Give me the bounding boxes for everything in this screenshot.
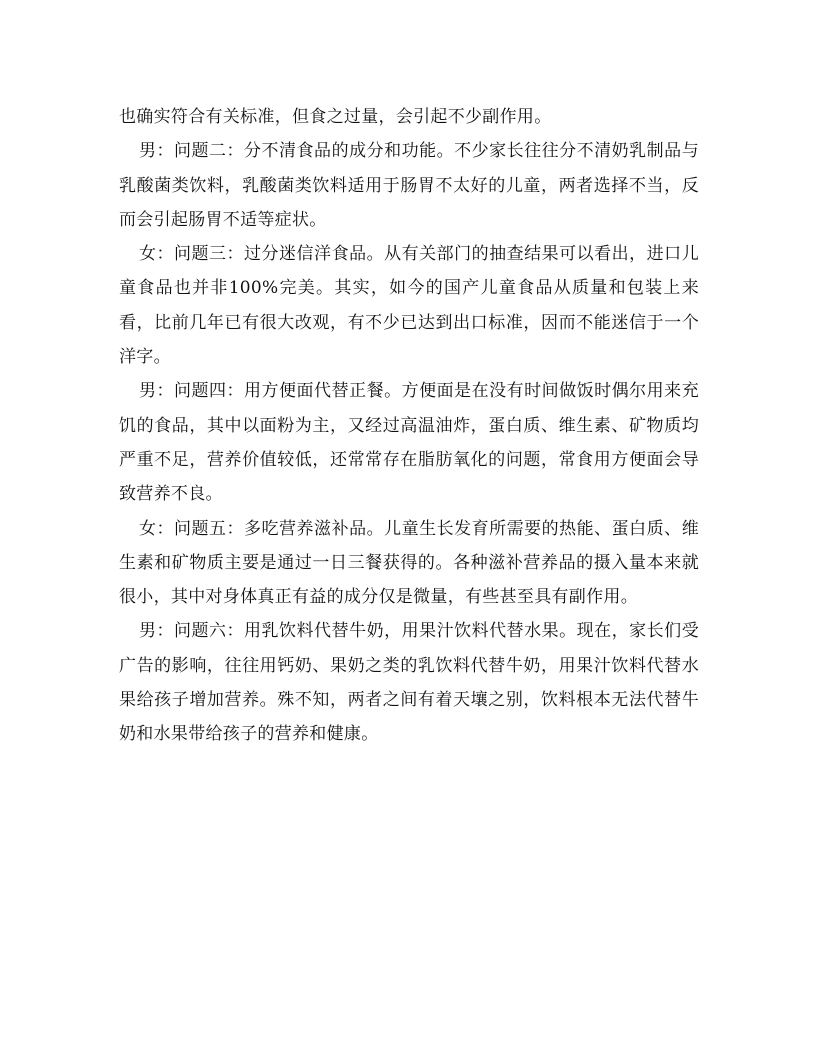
document-body: [119, 100, 699, 752]
paragraph-problem-5: 女：问题五：多吃营养滋补品。儿童生长发育所需要的热能、蛋白质、维生素和矿物质主要是通过一日三餐获得的。各种滋补营养品的摄入量本来就很小，其中对身体真正有益的成分仅是微量，有些甚至具有副作用。: [119, 518, 699, 608]
paragraph-problem-2: 男：问题二：分不清食品的成分和功能。不少家长往往分不清奶乳制品与乳酸菌类饮料，乳酸菌类饮料适用于肠胃不太好的儿童，两者选择不当，反而会引起肠胃不适等症状。: [119, 141, 699, 230]
paragraph-problem-3: 女：问题三：过分迷信洋食品。从有关部门的抽查结果可以看出，进口儿童食品也并非100%完美。其实，如今的国产儿童食品从质量和包装上来看，比前几年已有很大改观，有不少已达到出口标准，因而不能迷信于一个洋字。: [119, 244, 699, 368]
paragraph-continuation: 也确实符合有关标准，但食之过量，会引起不少副作用。: [119, 107, 552, 127]
paragraph-problem-6: 男：问题六：用乳饮料代替牛奶，用果汁饮料代替水果。现在，家长们受广告的影响，往往用钙奶、果奶之类的乳饮料代替牛奶，用果汁饮料代替水果给孩子增加营养。殊不知，两者之间有着天壤之别，饮料根本无法代替牛奶和水果带给孩子的营养和健康。: [119, 621, 699, 745]
paragraph-problem-4: 男：问题四：用方便面代替正餐。方便面是在没有时间做饭时偶尔用来充饥的食品，其中以面粉为主，又经过高温油炸，蛋白质、维生素、矿物质均严重不足，营养价值较低，还常常存在脂肪氧化的问题，常食用方便面会导致营养不良。: [119, 381, 699, 505]
